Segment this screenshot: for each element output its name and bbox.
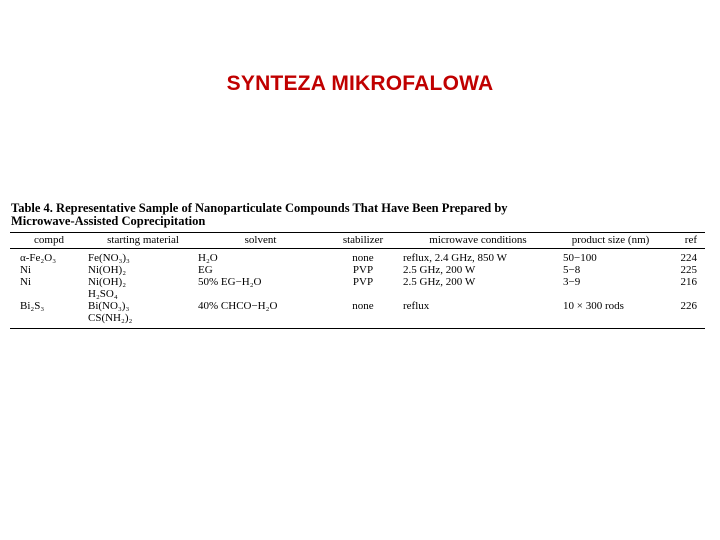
header-microwave-conditions: microwave conditions [429,234,527,246]
table-row [10,252,705,264]
cell-starting-material [88,300,198,324]
cell-ref: 226 [680,300,697,312]
cell-solvent: H₂O [198,252,218,264]
table-caption-line-1: Table 4. Representative Sample of Nanoparticulate Compounds That Have Been Prepared by [11,201,508,215]
cell-stabilizer: PVP [352,264,374,276]
cell-compd: Ni [20,264,31,276]
cell-solvent: 40% CHCO−H₂O [198,300,278,312]
header-starting-material: starting material [107,234,179,246]
cell-starting-line: Bi(NO₃)₃ [88,300,130,312]
cell-microwave-conditions: 2.5 GHz, 200 W [403,264,476,276]
cell-solvent: 50% EG−H₂O [198,276,262,288]
cell-compd: α-Fe₂O₃ [20,252,57,264]
cell-starting-line: CS(NH₂)₂ [88,312,133,324]
cell-compd: Bi₂S₃ [20,300,45,312]
table-bottom-rule [10,328,705,329]
cell-solvent: EG [198,264,213,276]
cell-ref: 225 [680,264,697,276]
cell-ref: 224 [680,252,697,264]
cell-starting-line: Ni(OH)₂ [88,276,127,288]
cell-microwave-conditions: reflux [403,300,430,312]
cell-starting-line: Ni(OH)₂ [88,264,127,276]
cell-stabilizer: none [352,252,374,264]
cell-starting-material [88,264,198,276]
cell-product-size: 5−8 [563,264,581,276]
table-row [10,276,705,300]
cell-stabilizer: none [352,300,374,312]
cell-product-size: 50−100 [563,252,597,264]
cell-ref: 216 [680,276,697,288]
header-compd: compd [34,234,64,246]
table-caption-line-2: Microwave-Assisted Coprecipitation [11,214,206,228]
cell-stabilizer: PVP [352,276,374,288]
table-header-rule [10,248,705,249]
table-header-row [10,233,705,247]
data-table-block [10,202,705,329]
cell-product-size: 10 × 300 rods [563,300,624,312]
header-solvent: solvent [244,234,277,246]
nanoparticle-table-body [10,252,705,324]
cell-starting-line: H₂SO₄ [88,288,118,300]
cell-compd: Ni [20,276,31,288]
cell-microwave-conditions: 2.5 GHz, 200 W [403,276,476,288]
header-stabilizer: stabilizer [342,234,384,246]
header-product-size: product size (nm) [571,234,650,246]
nanoparticle-table [10,233,705,247]
cell-starting-material [88,276,198,300]
slide-title: SYNTEZA MIKROFALOWA [226,72,494,95]
table-row [10,300,705,324]
cell-microwave-conditions: reflux, 2.4 GHz, 850 W [403,252,507,264]
cell-product-size: 3−9 [563,276,581,288]
table-row [10,264,705,276]
header-ref: ref [684,234,697,246]
cell-starting-line: Fe(NO₃)₃ [88,252,130,264]
table-caption [11,202,705,228]
cell-starting-material [88,252,198,264]
